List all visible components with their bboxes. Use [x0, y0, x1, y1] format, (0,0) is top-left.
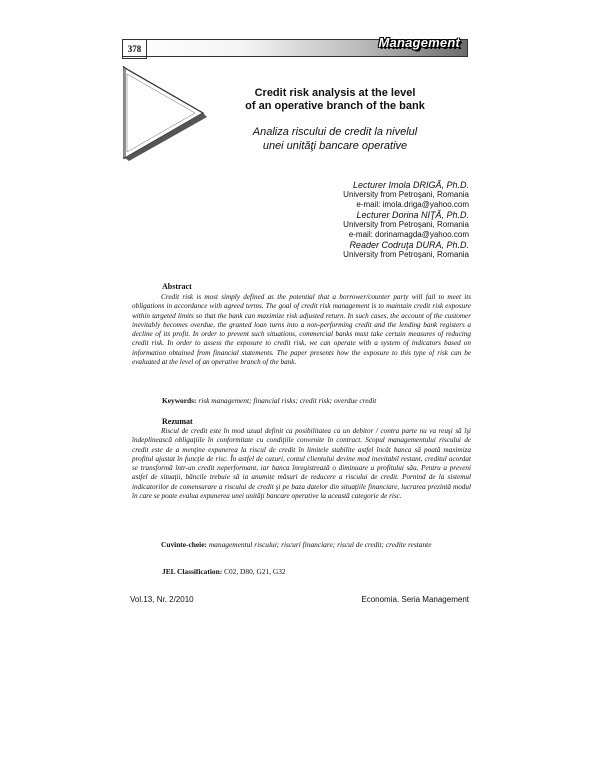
- keywords: [162, 396, 471, 405]
- jel-codes: C02, D80, G21, G32: [224, 567, 286, 576]
- paper-title-romanian: [200, 125, 470, 153]
- author-list: [343, 180, 469, 260]
- cuvinte-cheie-text: managementul riscului; riscuri financiare; riscul de credit; credite restante: [208, 540, 432, 549]
- title-en-line1: Credit risk analysis at the level: [254, 87, 416, 99]
- cuvinte-cheie: [132, 540, 471, 549]
- title-ro-line2: unei unităţi bancare operative: [262, 140, 408, 152]
- author-affiliation: University from Petroşani, Romania: [343, 190, 469, 199]
- abstract-text: Credit risk is most simply defined as the potential that a borrower/counter party will fail to meet its obligations in accordance with agreed terms. The goal of credit risk management is to maintain credit risk exposure within targeted limits so that the bank can maximize risk adjusted return. In such cases, the account of the customer inevitably becomes overdue, the granted loan turns into a non-performing credit and the lending bank registers a decline of its profit. In order to prevent such situations, commercial banks must take certain measures of reducing credit risk. In order to assess the exposure to credit risk, we can operate with a system of indicators based on information obtained from financial statements. The paper presents how the exposure to this type of risk can be evaluated at the level of an operative branch of the bank.: [132, 293, 471, 367]
- keywords-text: risk management; financial risks; credit risk; overdue credit: [198, 396, 377, 405]
- section-title: Management: [378, 35, 460, 50]
- rezumat-heading: Rezumat: [162, 417, 193, 426]
- footer-volume: Vol.13, Nr. 2/2010: [130, 595, 194, 604]
- jel-classification: [162, 567, 471, 576]
- author-name: Lecturer Dorina NIŢĂ, Ph.D.: [356, 210, 469, 220]
- author-name: Lecturer Imola DRIGĂ, Ph.D.: [352, 180, 469, 190]
- author-email: e-mail: imola.driga@yahoo.com: [356, 200, 469, 209]
- title-ro-line1: Analiza riscului de credit la nivelul: [252, 126, 418, 138]
- footer-journal: Economia. Seria Management: [361, 595, 469, 604]
- paper-title-english: [200, 87, 470, 113]
- jel-label: JEL Classification:: [162, 567, 223, 576]
- page-number: 378: [122, 39, 147, 59]
- triangle-decoration: [123, 66, 208, 161]
- keywords-label: Keywords:: [162, 396, 197, 405]
- author-affiliation: University from Petroşani, Romania: [343, 220, 469, 229]
- author-name: Reader Codruţa DURA, Ph.D.: [349, 240, 469, 250]
- author-email: e-mail: dorinamagda@yahoo.com: [348, 230, 469, 239]
- title-en-line2: of an operative branch of the bank: [245, 100, 425, 112]
- rezumat-text: Riscul de credit este în mod uzual definit ca posibilitatea ca un debitor / contra parte nu va reuşi să îşi îndeplinească obligaţiile în conformitate cu condiţiile convenite în contract. Scopul managementului riscului de credit este de a menţine expunerea la riscul de credit în limitele stabilite astfel încât banca să poată maximiza profitul ajustat în funcţie de risc. În astfel de cazuri, contul clientului devine mod inevitabil restant, creditul acordat se transformă într-un credit neperformant, iar banca înregistrează o diminuare a profitului său. Pentru a preveni astfel de situaţii, băncile trebuie să ia anumite măsuri de reducere a riscului de credit. Pornind de la sistemul indicatorilor de comensurare a riscului de credit şi pe baza datelor din situaţiile financiare, lucrarea prezintă modul în care se poate evalua expunerea unei unităţi bancare operative la această categorie de risc.: [132, 427, 471, 501]
- cuvinte-cheie-label: Cuvinte-cheie:: [161, 540, 207, 549]
- abstract-heading: Abstract: [162, 282, 192, 291]
- author-affiliation: University from Petroşani, Romania: [343, 250, 469, 259]
